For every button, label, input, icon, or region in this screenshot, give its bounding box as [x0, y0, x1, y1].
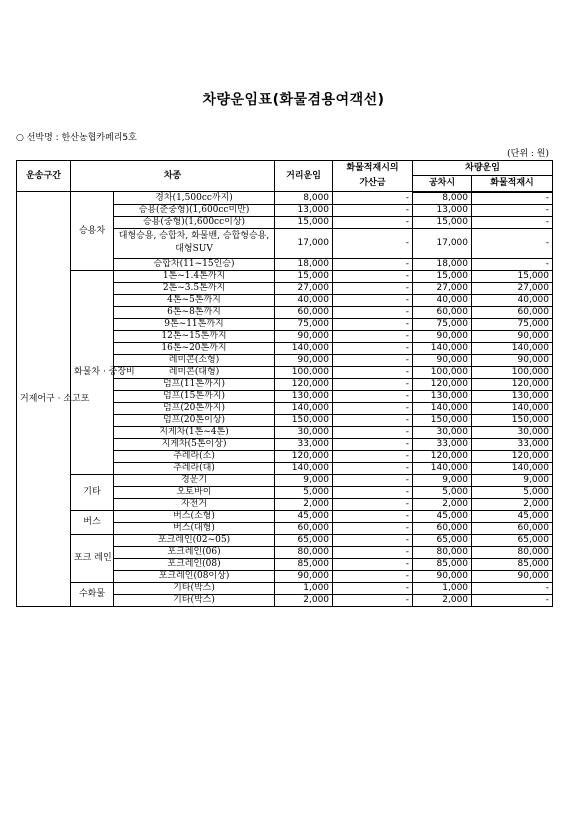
vehicle-type-cell: 레미콘(대형)	[114, 366, 275, 378]
loaded-fare-cell: 90,000	[472, 330, 553, 342]
empty-fare-cell: 18,000	[413, 258, 472, 270]
distance-fare-cell: 120,000	[275, 450, 333, 462]
distance-fare-cell: 130,000	[275, 390, 333, 402]
header-distance-fare: 거리운임	[275, 161, 333, 192]
empty-fare-cell: 45,000	[413, 510, 472, 522]
loaded-fare-cell: 140,000	[472, 462, 553, 474]
surcharge-cell: -	[333, 306, 413, 318]
table-row	[17, 192, 553, 205]
surcharge-cell: -	[333, 414, 413, 426]
surcharge-cell: -	[333, 318, 413, 330]
loaded-fare-cell: 150,000	[472, 414, 553, 426]
vehicle-type-cell: 추레라(소)	[114, 450, 275, 462]
empty-fare-cell: 60,000	[413, 522, 472, 534]
surcharge-cell: -	[333, 426, 413, 438]
loaded-fare-cell: 27,000	[472, 282, 553, 294]
surcharge-cell: -	[333, 354, 413, 366]
distance-fare-cell: 90,000	[275, 330, 333, 342]
empty-fare-cell: 9,000	[413, 474, 472, 486]
header-cargo-surcharge	[333, 161, 413, 192]
loaded-fare-cell: 40,000	[472, 294, 553, 306]
surcharge-cell: -	[333, 546, 413, 558]
loaded-fare-cell: 80,000	[472, 546, 553, 558]
empty-fare-cell: 5,000	[413, 486, 472, 498]
empty-fare-cell: 130,000	[413, 390, 472, 402]
empty-fare-cell: 27,000	[413, 282, 472, 294]
surcharge-cell: -	[333, 228, 413, 258]
empty-fare-cell: 100,000	[413, 366, 472, 378]
surcharge-cell: -	[333, 498, 413, 510]
loaded-fare-cell: 120,000	[472, 378, 553, 390]
distance-fare-cell: 140,000	[275, 342, 333, 354]
page-title: 차량운임표(화물겸용여객선)	[202, 92, 385, 108]
vehicle-type-cell: 버스(대형)	[114, 522, 275, 534]
vehicle-type-cell: 덤프(11톤까지)	[114, 378, 275, 390]
distance-fare-cell: 140,000	[275, 462, 333, 474]
empty-fare-cell: 90,000	[413, 570, 472, 582]
vehicle-type-cell: 포크레인(08이상)	[114, 570, 275, 582]
loaded-fare-cell: 140,000	[472, 342, 553, 354]
surcharge-cell: -	[333, 282, 413, 294]
empty-fare-cell: 15,000	[413, 270, 472, 282]
route-cell: 거제어구 · 소고포	[17, 192, 71, 607]
distance-fare-cell: 13,000	[275, 204, 333, 216]
vehicle-type-cell: 덤프(20톤까지)	[114, 402, 275, 414]
surcharge-cell: -	[333, 342, 413, 354]
surcharge-cell: -	[333, 294, 413, 306]
surcharge-cell: -	[333, 378, 413, 390]
loaded-fare-cell: -	[472, 204, 553, 216]
distance-fare-cell: 120,000	[275, 378, 333, 390]
distance-fare-cell: 150,000	[275, 414, 333, 426]
table-row	[17, 534, 553, 546]
header-vehicle-fare: 차량운임	[413, 161, 553, 176]
category-cell: 승용차	[71, 192, 114, 271]
surcharge-cell: -	[333, 192, 413, 205]
loaded-fare-cell: 85,000	[472, 558, 553, 570]
distance-fare-cell: 2,000	[275, 498, 333, 510]
distance-fare-cell: 17,000	[275, 228, 333, 258]
empty-fare-cell: 8,000	[413, 192, 472, 205]
vehicle-type-cell: 12톤~15톤까지	[114, 330, 275, 342]
header-vehicle-type: 차종	[71, 161, 275, 192]
vehicle-type-cell: 6톤~8톤까지	[114, 306, 275, 318]
distance-fare-cell: 85,000	[275, 558, 333, 570]
surcharge-cell: -	[333, 258, 413, 270]
vehicle-type-cell: 지게차(5톤이상)	[114, 438, 275, 450]
vehicle-type-cell: 버스(소형)	[114, 510, 275, 522]
empty-fare-cell: 85,000	[413, 558, 472, 570]
vehicle-type-cell: 포크레인(06)	[114, 546, 275, 558]
fare-table	[16, 160, 553, 607]
unit-note: (단위 : 원)	[507, 149, 549, 159]
header-empty: 공차시	[413, 176, 472, 192]
table-row	[17, 270, 553, 282]
vehicle-type-cell: 포크레인(08)	[114, 558, 275, 570]
vehicle-type-cell: 덤프(20톤이상)	[114, 414, 275, 426]
surcharge-cell: -	[333, 462, 413, 474]
surcharge-cell: -	[333, 522, 413, 534]
vehicle-type-cell: 1톤~1.4톤까지	[114, 270, 275, 282]
vehicle-type-cell: 오토바이	[114, 486, 275, 498]
empty-fare-cell: 120,000	[413, 378, 472, 390]
loaded-fare-cell: 140,000	[472, 402, 553, 414]
vehicle-type-cell: 기타(박스)	[114, 594, 275, 606]
header-cargo-surcharge-line1: 화물적재시의	[346, 163, 399, 173]
surcharge-cell: -	[333, 390, 413, 402]
surcharge-cell: -	[333, 366, 413, 378]
table-row	[17, 582, 553, 594]
distance-fare-cell: 100,000	[275, 366, 333, 378]
loaded-fare-cell: 120,000	[472, 450, 553, 462]
surcharge-cell: -	[333, 570, 413, 582]
surcharge-cell: -	[333, 216, 413, 228]
loaded-fare-cell: 30,000	[472, 426, 553, 438]
vessel-name: ○ 선박명 : 한산농협카페리5호	[16, 133, 137, 143]
distance-fare-cell: 140,000	[275, 402, 333, 414]
loaded-fare-cell: 45,000	[472, 510, 553, 522]
surcharge-cell: -	[333, 582, 413, 594]
surcharge-cell: -	[333, 558, 413, 570]
loaded-fare-cell: 100,000	[472, 366, 553, 378]
surcharge-cell: -	[333, 594, 413, 606]
distance-fare-cell: 15,000	[275, 270, 333, 282]
vehicle-type-cell: 4톤~5톤까지	[114, 294, 275, 306]
header-loaded: 화물적재시	[472, 176, 553, 192]
distance-fare-cell: 9,000	[275, 474, 333, 486]
empty-fare-cell: 17,000	[413, 228, 472, 258]
empty-fare-cell: 60,000	[413, 306, 472, 318]
vehicle-type-cell: 지게차(1톤~4톤)	[114, 426, 275, 438]
category-cell: 포크 레인	[71, 534, 114, 582]
vehicle-type-cell: 대형승용, 승합차, 화물밴, 승합형승용, 대형SUV	[114, 228, 275, 258]
surcharge-cell: -	[333, 510, 413, 522]
loaded-fare-cell: 90,000	[472, 354, 553, 366]
distance-fare-cell: 33,000	[275, 438, 333, 450]
empty-fare-cell: 33,000	[413, 438, 472, 450]
distance-fare-cell: 90,000	[275, 354, 333, 366]
distance-fare-cell: 1,000	[275, 582, 333, 594]
empty-fare-cell: 90,000	[413, 354, 472, 366]
empty-fare-cell: 120,000	[413, 450, 472, 462]
loaded-fare-cell: -	[472, 216, 553, 228]
vehicle-type-cell: 레미콘(소형)	[114, 354, 275, 366]
distance-fare-cell: 5,000	[275, 486, 333, 498]
distance-fare-cell: 60,000	[275, 522, 333, 534]
empty-fare-cell: 65,000	[413, 534, 472, 546]
header-route: 운송구간	[17, 161, 71, 192]
empty-fare-cell: 80,000	[413, 546, 472, 558]
empty-fare-cell: 30,000	[413, 426, 472, 438]
vehicle-type-cell: 16톤~20톤까지	[114, 342, 275, 354]
distance-fare-cell: 27,000	[275, 282, 333, 294]
vehicle-type-cell: 승용(중형)(1,600cc이상)	[114, 216, 275, 228]
empty-fare-cell: 15,000	[413, 216, 472, 228]
header-cargo-surcharge-line2: 가산금	[359, 178, 386, 188]
category-cell: 기타	[71, 474, 114, 510]
distance-fare-cell: 45,000	[275, 510, 333, 522]
loaded-fare-cell: 2,000	[472, 498, 553, 510]
vehicle-type-cell: 덤프(15톤까지)	[114, 390, 275, 402]
loaded-fare-cell: 75,000	[472, 318, 553, 330]
table-row	[17, 474, 553, 486]
loaded-fare-cell: -	[472, 192, 553, 205]
surcharge-cell: -	[333, 402, 413, 414]
loaded-fare-cell: 15,000	[472, 270, 553, 282]
loaded-fare-cell: 9,000	[472, 474, 553, 486]
loaded-fare-cell: 65,000	[472, 534, 553, 546]
surcharge-cell: -	[333, 486, 413, 498]
category-cell: 화물차 · 중장비	[71, 270, 114, 474]
distance-fare-cell: 75,000	[275, 318, 333, 330]
surcharge-cell: -	[333, 474, 413, 486]
empty-fare-cell: 150,000	[413, 414, 472, 426]
empty-fare-cell: 140,000	[413, 462, 472, 474]
loaded-fare-cell: -	[472, 258, 553, 270]
loaded-fare-cell: -	[472, 582, 553, 594]
vehicle-type-cell: 2톤~3.5톤까지	[114, 282, 275, 294]
distance-fare-cell: 18,000	[275, 258, 333, 270]
surcharge-cell: -	[333, 438, 413, 450]
surcharge-cell: -	[333, 534, 413, 546]
vehicle-type-cell: 추레라(대)	[114, 462, 275, 474]
surcharge-cell: -	[333, 330, 413, 342]
loaded-fare-cell: 130,000	[472, 390, 553, 402]
vehicle-type-cell: 경운기	[114, 474, 275, 486]
surcharge-cell: -	[333, 450, 413, 462]
empty-fare-cell: 1,000	[413, 582, 472, 594]
category-cell: 수화물	[71, 582, 114, 606]
vehicle-type-cell: 승용(준중형)(1,600cc미만)	[114, 204, 275, 216]
loaded-fare-cell: -	[472, 228, 553, 258]
empty-fare-cell: 140,000	[413, 342, 472, 354]
vehicle-type-cell: 승합차(11~15인승)	[114, 258, 275, 270]
fare-table-body	[17, 192, 553, 607]
loaded-fare-cell: -	[472, 594, 553, 606]
surcharge-cell: -	[333, 270, 413, 282]
distance-fare-cell: 40,000	[275, 294, 333, 306]
empty-fare-cell: 75,000	[413, 318, 472, 330]
loaded-fare-cell: 33,000	[472, 438, 553, 450]
empty-fare-cell: 140,000	[413, 402, 472, 414]
vehicle-type-cell: 9톤~11톤까지	[114, 318, 275, 330]
empty-fare-cell: 90,000	[413, 330, 472, 342]
empty-fare-cell: 13,000	[413, 204, 472, 216]
distance-fare-cell: 60,000	[275, 306, 333, 318]
vehicle-type-cell: 포크레인(02~05)	[114, 534, 275, 546]
loaded-fare-cell: 90,000	[472, 570, 553, 582]
surcharge-cell: -	[333, 204, 413, 216]
distance-fare-cell: 8,000	[275, 192, 333, 205]
loaded-fare-cell: 60,000	[472, 306, 553, 318]
empty-fare-cell: 2,000	[413, 498, 472, 510]
vehicle-type-cell: 자전거	[114, 498, 275, 510]
distance-fare-cell: 30,000	[275, 426, 333, 438]
category-cell: 버스	[71, 510, 114, 534]
empty-fare-cell: 2,000	[413, 594, 472, 606]
empty-fare-cell: 40,000	[413, 294, 472, 306]
vehicle-type-cell: 기타(박스)	[114, 582, 275, 594]
distance-fare-cell: 80,000	[275, 546, 333, 558]
distance-fare-cell: 15,000	[275, 216, 333, 228]
distance-fare-cell: 2,000	[275, 594, 333, 606]
table-row	[17, 510, 553, 522]
vehicle-type-cell: 경차(1,500cc까지)	[114, 192, 275, 205]
distance-fare-cell: 90,000	[275, 570, 333, 582]
loaded-fare-cell: 5,000	[472, 486, 553, 498]
loaded-fare-cell: 60,000	[472, 522, 553, 534]
distance-fare-cell: 65,000	[275, 534, 333, 546]
